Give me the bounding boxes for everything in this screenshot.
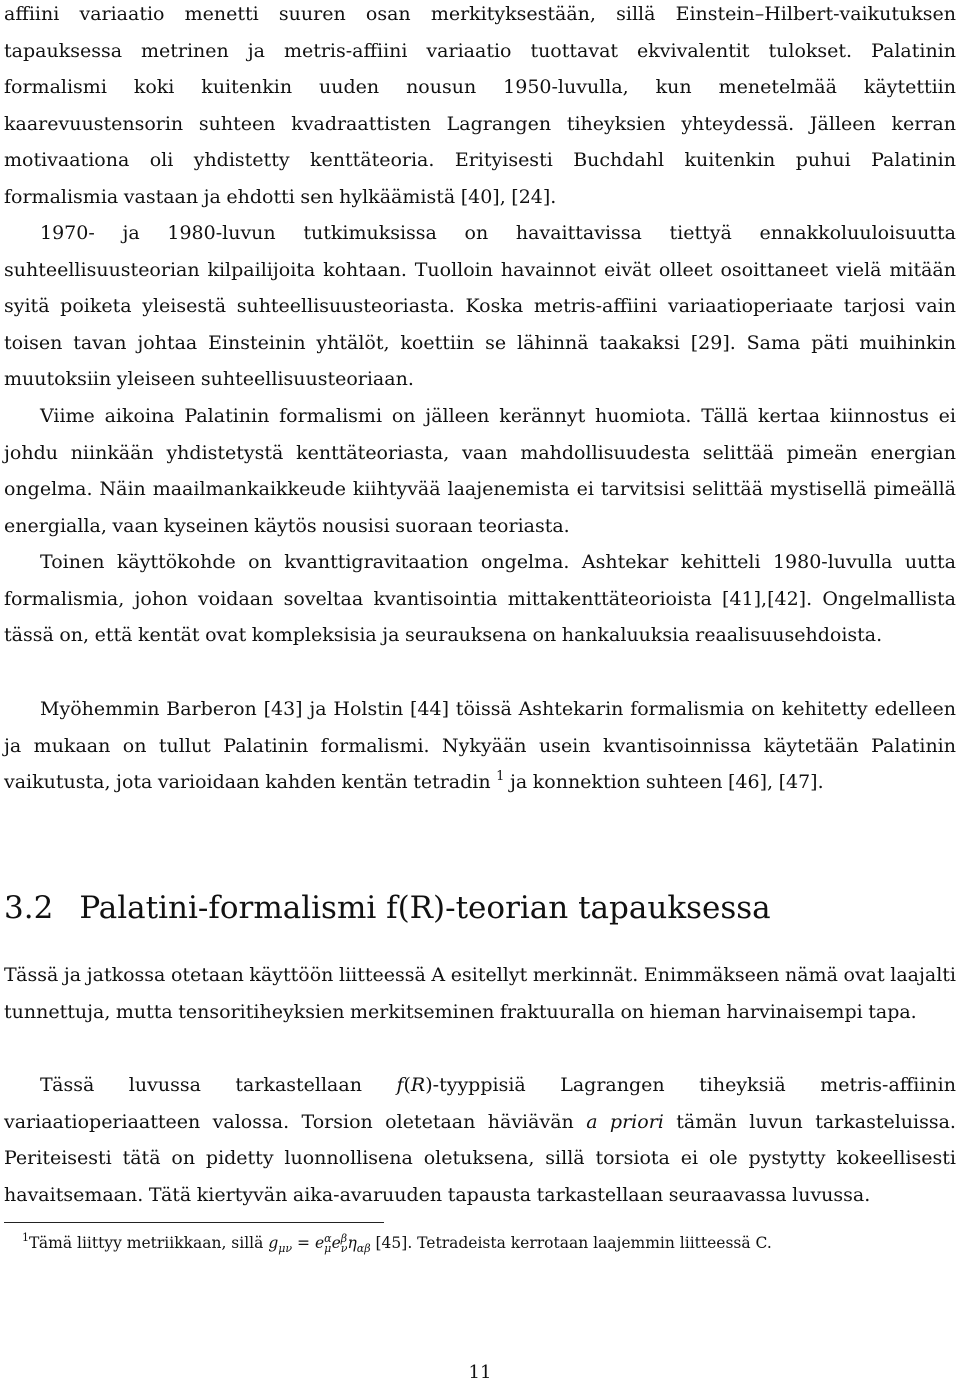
footnote: [22, 1228, 952, 1264]
math-e1: e: [314, 1234, 325, 1252]
paragraph-quantum-gravity: Toinen käyttökohde on kvanttigravitaation ongelma. Ashtekar kehitteli 1980-luvulla uutta formalismia, johon voidaan soveltaa kvantisointia mittakenttäteorioista [41],[42]. Ongelmallista tässä on, että kentät ovat kompleksisia ja seurauksena on hankaluuksia reaalisuusehdoista.: [4, 551, 956, 647]
math-e2: e: [331, 1234, 341, 1252]
section-title-text: Palatini-formalismi f(R)-teorian tapauksessa: [79, 890, 771, 926]
p5-text-before: Myöhemmin Barberon [43] ja Holstin [44] töissä Ashtekarin formalismia on kehitetty edelleen ja mukaan on tullut Palatinin formalismi. Nykyään usein kvantisoinnissa käytetään Palatinin vaikutusta, jota varioidaan kahden kentän tetradin: [4, 698, 956, 794]
math-eta: η: [347, 1234, 357, 1252]
footnote-text-before: Tämä liittyy metriikkaan, sillä: [29, 1234, 264, 1252]
paragraph-fR-lagrangian: Tässä luvussa tarkastellaan f(R)-tyyppisiä Lagrangen tiheyksiä metris-affiinin variaatioperiaatteen valossa. Torsion oletetaan häviävän a priori tämän luvun tarkasteluissa. Periteisesti tätä on pidetty luonnollisena oletuksena, sillä torsiota ei ole pystytty kokeellisesti havaitsemaan. Tätä kiertyvän aika-avaruuden tapausta tarkastellaan seuraavassa luvussa.: [4, 1074, 956, 1206]
footnote-reference[interactable]: 1: [496, 769, 505, 785]
paragraph-history-palatini: affiini variaatio menetti suuren osan merkityksestään, sillä Einstein–Hilbert-vaikutuksen tapauksessa metrinen ja metris-affiini variaatio tuottavat ekvivalentit tulokset. Palatinin formalismi koki kuitenkin uuden nousun 1950-luvulla, kun menetelmää käytettiin kaarevuustensorin suhteen kvadraattisten Lagrangen tiheyksien yhteydessä. Jälleen kerran motivaationa oli yhdistetty kenttäteoria. Erityisesti Buchdahl kuitenkin puhui Palatinin formalismia vastaan ja ehdotti sen hylkäämistä [40], [24].: [4, 3, 956, 208]
footnote-text-after: [45]. Tetradeista kerrotaan laajemmin liitteessä C.: [375, 1234, 772, 1252]
p7-text-after: tämän luvun tarkasteluissa. Periteisesti tätä on pidetty luonnollisena oletuksena, sillä torsiota ei ole pystytty kokeellisesti havaitsemaan. Tätä kiertyvän aika-avaruuden tapausta tarkastellaan seuraavassa luvussa.: [4, 1110, 956, 1206]
paragraph-barbero-holst: [4, 691, 956, 801]
paragraph-1970s-research: 1970- ja 1980-luvun tutkimuksissa on havaittavissa tiettyä ennakkoluuloisuutta suhteellisuusteorian kilpailijoita kohtaan. Tuolloin havainnot eivät olleet osoittaneet vielä mitään syitä poiketa yleisestä suhteellisuusteoriasta. Koska metris-affiini variaatioperiaate tarjosi vain toisen tavan johtaa Einsteinin yhtälöt, koettiin se lähinnä taakaksi [29]. Sama päti muihinkin muutoksiin yleiseen suhteellisuusteoriaan.: [4, 222, 956, 391]
footnote-mark: 1: [22, 1231, 29, 1244]
section-heading: [4, 888, 771, 928]
p5-text-after: ja konnektion suhteen [46], [47].: [510, 771, 824, 794]
math-equals: =: [297, 1234, 311, 1252]
math-eta-sub: αβ: [356, 1242, 371, 1256]
math-f: f: [396, 1074, 404, 1096]
p7-text-before: Tässä luvussa tarkastellaan: [40, 1074, 362, 1096]
math-e2-sup: β: [340, 1232, 348, 1245]
math-e1-sup: α: [324, 1232, 332, 1245]
p7-text-mid: -tyyppisiä Lagrangen tiheyksiä metris-affiinin variaatioperiaatteen valossa. Torsion oletetaan häviävän: [4, 1074, 956, 1133]
page-number: 11: [468, 1362, 492, 1383]
math-g: g: [268, 1234, 279, 1252]
math-e2-sub: ν: [340, 1242, 348, 1255]
math-R: R: [410, 1074, 426, 1096]
a-priori-italic: a priori: [586, 1110, 664, 1133]
section-number: 3.2: [4, 890, 54, 926]
paragraph-notation: Tässä ja jatkossa otetaan käyttöön liitteessä A esitellyt merkinnät. Enimmäkseen nämä ovat laajalti tunnettuja, mutta tensoritiheyksien merkitseminen fraktuuralla on hieman harvinaisempi tapa.: [4, 964, 956, 1023]
footnote-divider: [4, 1222, 384, 1223]
paragraph-dark-energy: Viime aikoina Palatinin formalismi on jälleen kerännyt huomiota. Tällä kertaa kiinnostus ei johdu niinkään yhdistetystä kenttäteoriasta, vaan mahdollisuudesta selittää pimeän energian ongelma. Näin maailmankaikkeude kiihtyvää laajenemista ei tarvitsisi selittää mystisellä pimeällä energialla, vaan kyseinen käytös nousisi suoraan teoriasta.: [4, 405, 956, 537]
math-g-sub: μν: [278, 1242, 293, 1256]
math-e1-sub: μ: [324, 1242, 332, 1255]
